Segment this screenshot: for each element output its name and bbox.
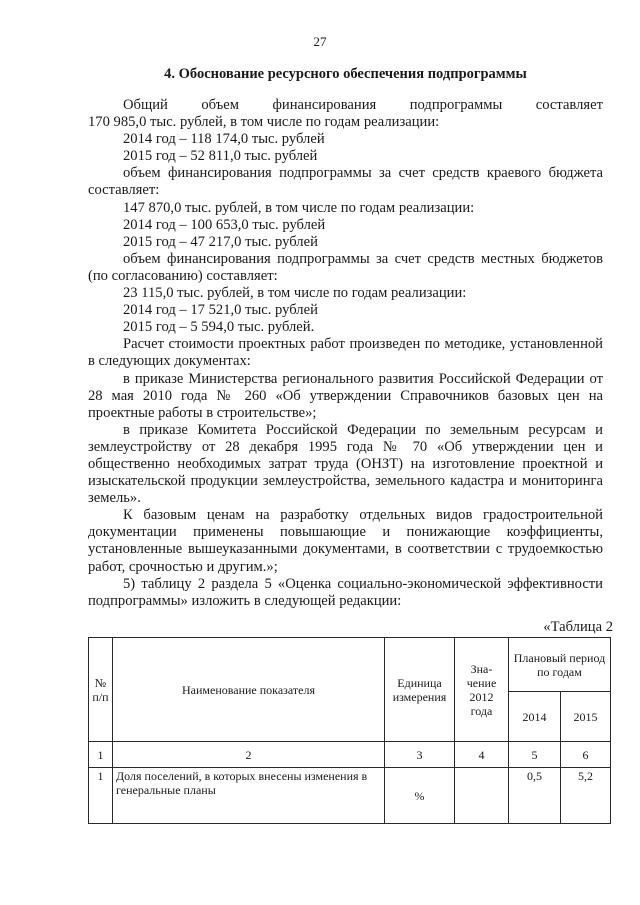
row-value-2012: [455, 768, 509, 824]
paragraph: 170 985,0 тыс. рублей, в том числе по годам реализации:: [88, 114, 440, 131]
header-name: Наименование показателя: [113, 638, 385, 742]
paragraph: 2015 год – 47 217,0 тыс. рублей: [123, 233, 318, 250]
index-cell: 2: [113, 742, 385, 768]
paragraph: объем финансирования подпрограммы за счет средств местных бюджетов (по согласованию) составляет:: [88, 250, 603, 284]
index-cell: 3: [385, 742, 455, 768]
table-row: [89, 768, 611, 824]
section-title: 4. Обоснование ресурсного обеспечения подпрограммы: [164, 66, 527, 82]
paragraph: 2015 год – 52 811,0 тыс. рублей: [123, 148, 318, 165]
index-cell: 5: [509, 742, 561, 768]
row-num: 1: [89, 768, 113, 824]
table-caption: «Таблица 2: [543, 619, 613, 635]
index-cell: 1: [89, 742, 113, 768]
paragraph: объем финансирования подпрограммы за счет средств краевого бюджета составляет:: [88, 165, 603, 199]
row-unit: %: [385, 768, 455, 824]
index-cell: 4: [455, 742, 509, 768]
paragraph: 2014 год – 118 174,0 тыс. рублей: [123, 131, 325, 148]
index-cell: 6: [561, 742, 611, 768]
row-value-2015: 5,2: [561, 768, 611, 824]
paragraph: Общий объем финансирования подпрограммы составляет: [123, 97, 603, 113]
paragraph: 2014 год – 17 521,0 тыс. рублей: [123, 302, 318, 319]
paragraph: 147 870,0 тыс. рублей, в том числе по годам реализации:: [123, 199, 475, 216]
paragraph: 23 115,0 тыс. рублей, в том числе по годам реализации:: [123, 285, 467, 302]
header-planned-period: Плановый период по годам: [509, 638, 611, 692]
header-num: № п/п: [89, 638, 113, 742]
indicators-table: [88, 637, 611, 824]
page-number: 27: [313, 34, 327, 49]
body-text: [88, 97, 603, 610]
paragraph: Расчет стоимости проектных работ произведен по методике, установленной в следующих документах:: [88, 336, 603, 370]
header-year-2014: 2014: [509, 692, 561, 742]
row-name: Доля поселений, в которых внесены изменения в генеральные планы: [113, 768, 385, 824]
paragraph: 2014 год – 100 653,0 тыс. рублей: [123, 216, 326, 233]
header-value-2012: Зна-чение 2012 года: [455, 638, 509, 742]
paragraph: К базовым ценам на разработку отдельных видов градостроительной документации применены повышающие и понижающие коэффициенты, установленные вышеуказанными документами, в соответствии с трудоемкостью работ, срочностью и другим.»;: [88, 507, 603, 575]
header-year-2015: 2015: [561, 692, 611, 742]
paragraph: 5) таблицу 2 раздела 5 «Оценка социально-экономической эффективности подпрограммы» изложить в следующей редакции:: [88, 575, 603, 609]
paragraph: в приказе Министерства регионального развития Российской Федерации от 28 мая 2010 года № 260 «Об утверждении Справочников базовых цен на проектные работы в строительстве»;: [88, 370, 603, 421]
header-unit: Единица измерения: [385, 638, 455, 742]
row-value-2014: 0,5: [509, 768, 561, 824]
paragraph: в приказе Комитета Российской Федерации по земельным ресурсам и землеустройству от 28 декабря 1995 года № 70 «Об утверждении цен и общественно необходимых затрат труда (ОНЗТ) на изготовление проектной и изыскательской продукции землеустройства, земельного кадастра и мониторинга земель».: [88, 421, 603, 507]
paragraph: 2015 год – 5 594,0 тыс. рублей.: [123, 319, 315, 336]
